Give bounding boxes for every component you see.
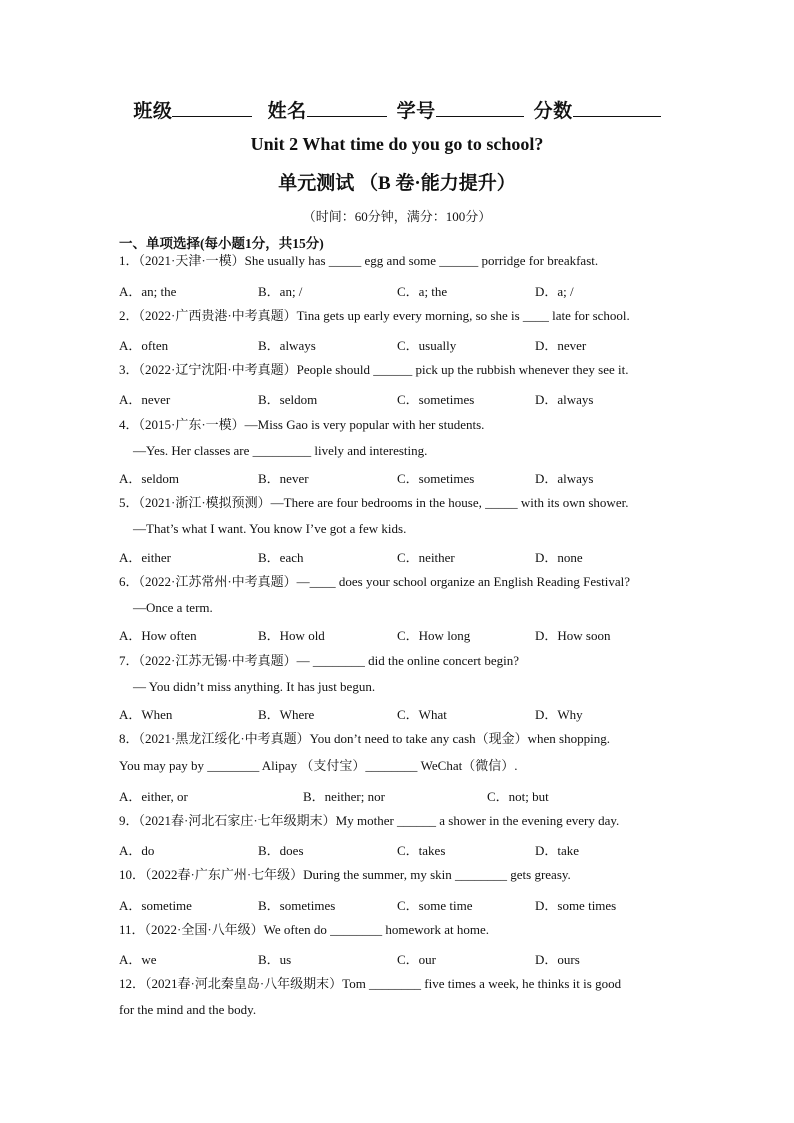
question-stem-line2: You may pay by ________ Alipay （支付宝）________ WeChat（微信）. bbox=[119, 758, 518, 773]
option-d: D．never bbox=[535, 338, 587, 353]
question-stem: 12．（2021春·河北秦皇岛·八年级期末）Tom ________ five times a week, he thinks it is good bbox=[119, 976, 622, 991]
question-stem-line2: —Once a term. bbox=[133, 600, 213, 615]
question-options bbox=[119, 704, 679, 720]
question-options bbox=[119, 625, 679, 641]
option-c: C．How long bbox=[397, 628, 471, 643]
option-d: D．ours bbox=[535, 952, 580, 967]
option-c: C．our bbox=[397, 952, 437, 967]
score-label: 分数 bbox=[533, 101, 573, 122]
question-stem-line2: — You didn’t miss anything. It has just begun. bbox=[133, 679, 376, 694]
option-a: A．either bbox=[119, 550, 171, 565]
question-options bbox=[119, 281, 679, 297]
option-a: A．seldom bbox=[119, 471, 179, 486]
option-a: A．When bbox=[119, 707, 173, 722]
name-blank bbox=[307, 98, 387, 117]
option-d: D．always bbox=[535, 471, 594, 486]
question-stem: 10．（2022春·广东广州·七年级）During the summer, my skin ________ gets greasy. bbox=[119, 867, 571, 882]
option-d: D．some times bbox=[535, 898, 617, 913]
option-b: B．Where bbox=[258, 707, 315, 722]
question-options bbox=[119, 468, 679, 484]
option-c: C．takes bbox=[397, 843, 446, 858]
option-a: A．How often bbox=[119, 628, 197, 643]
question-stem: 5．（2021·浙江·模拟预测）—There are four bedrooms in the house, _____ with its own shower. bbox=[119, 495, 629, 510]
question-stem-line2: —Yes. Her classes are _________ lively and interesting. bbox=[133, 443, 428, 458]
option-a: A．an; the bbox=[119, 284, 177, 299]
option-d: D．a; / bbox=[535, 284, 574, 299]
option-d: D．none bbox=[535, 550, 583, 565]
option-b: B．seldom bbox=[258, 392, 318, 407]
option-d: D．How soon bbox=[535, 628, 611, 643]
option-b: B．each bbox=[258, 550, 304, 565]
option-c: C．usually bbox=[397, 338, 457, 353]
option-a: A．sometime bbox=[119, 898, 192, 913]
question-stem: 2．（2022·广西贵港·中考真题）Tina gets up early every morning, so she is ____ late for school. bbox=[119, 308, 630, 323]
question-options bbox=[119, 547, 679, 563]
question-stem: 8．（2021·黑龙江绥化·中考真题）You don’t need to take any cash（现金）when shopping. bbox=[119, 731, 610, 746]
question-options bbox=[119, 949, 679, 965]
section-title: 一、单项选择(每小题1分，共15分) bbox=[119, 236, 324, 251]
question-options bbox=[119, 335, 679, 351]
option-a: A．do bbox=[119, 843, 155, 858]
option-b: B．sometimes bbox=[258, 898, 336, 913]
question-stem: 1．（2021·天津·一模）She usually has _____ egg and some ______ porridge for breakfast. bbox=[119, 253, 599, 268]
question-options bbox=[119, 389, 679, 405]
question-options bbox=[119, 786, 679, 802]
question-stem: 3．（2022·辽宁沈阳·中考真题）People should ______ pick up the rubbish whenever they see it. bbox=[119, 362, 629, 377]
question-stem: 6．（2022·江苏常州·中考真题）—____ does your school organize an English Reading Festival? bbox=[119, 574, 631, 589]
option-c: C．a; the bbox=[397, 284, 448, 299]
option-a: A．either, or bbox=[119, 789, 188, 804]
time-note: （时间：60分钟，满分：100分） bbox=[302, 209, 492, 224]
question-options bbox=[119, 840, 679, 856]
option-b: B．always bbox=[258, 338, 316, 353]
question-stem: 11．（2022·全国·八年级）We often do ________ homework at home. bbox=[119, 922, 489, 937]
page-title: Unit 2 What time do you go to school? bbox=[250, 134, 544, 154]
option-d: D．take bbox=[535, 843, 580, 858]
question-stem: 9．（2021春·河北石家庄·七年级期末）My mother ______ a shower in the evening every day. bbox=[119, 813, 620, 828]
option-c: C．sometimes bbox=[397, 471, 475, 486]
question-stem-line2: for the mind and the body. bbox=[119, 1002, 257, 1017]
option-b: B．neither; nor bbox=[303, 789, 385, 804]
option-b: B．us bbox=[258, 952, 292, 967]
option-b: B．never bbox=[258, 471, 309, 486]
option-c: C．sometimes bbox=[397, 392, 475, 407]
option-a: A．never bbox=[119, 392, 171, 407]
option-d: D．always bbox=[535, 392, 594, 407]
option-c: C．What bbox=[397, 707, 447, 722]
question-stem: 4．（2015·广东·一模）—Miss Gao is very popular with her students. bbox=[119, 417, 485, 432]
score-blank bbox=[573, 98, 661, 117]
option-d: D．Why bbox=[535, 707, 583, 722]
question-options bbox=[119, 895, 679, 911]
option-c: C．neither bbox=[397, 550, 455, 565]
option-b: B．How old bbox=[258, 628, 325, 643]
option-a: A．we bbox=[119, 952, 157, 967]
page-subtitle: 单元测试 （B 卷·能力提升） bbox=[278, 173, 516, 194]
name-label: 姓名 bbox=[267, 101, 307, 122]
id-label: 学号 bbox=[396, 101, 436, 122]
option-a: A．often bbox=[119, 338, 169, 353]
student-info-header bbox=[0, 96, 794, 123]
question-stem-line2: —That’s what I want. You know I’ve got a few kids. bbox=[133, 521, 407, 536]
option-c: C．some time bbox=[397, 898, 473, 913]
class-label: 班级 bbox=[133, 101, 173, 122]
question-stem: 7．（2022·江苏无锡·中考真题）— ________ did the online concert begin? bbox=[119, 653, 520, 668]
option-c: C．not; but bbox=[487, 789, 549, 804]
class-blank bbox=[172, 98, 252, 117]
option-b: B．an; / bbox=[258, 284, 303, 299]
option-b: B．does bbox=[258, 843, 304, 858]
id-blank bbox=[436, 98, 524, 117]
